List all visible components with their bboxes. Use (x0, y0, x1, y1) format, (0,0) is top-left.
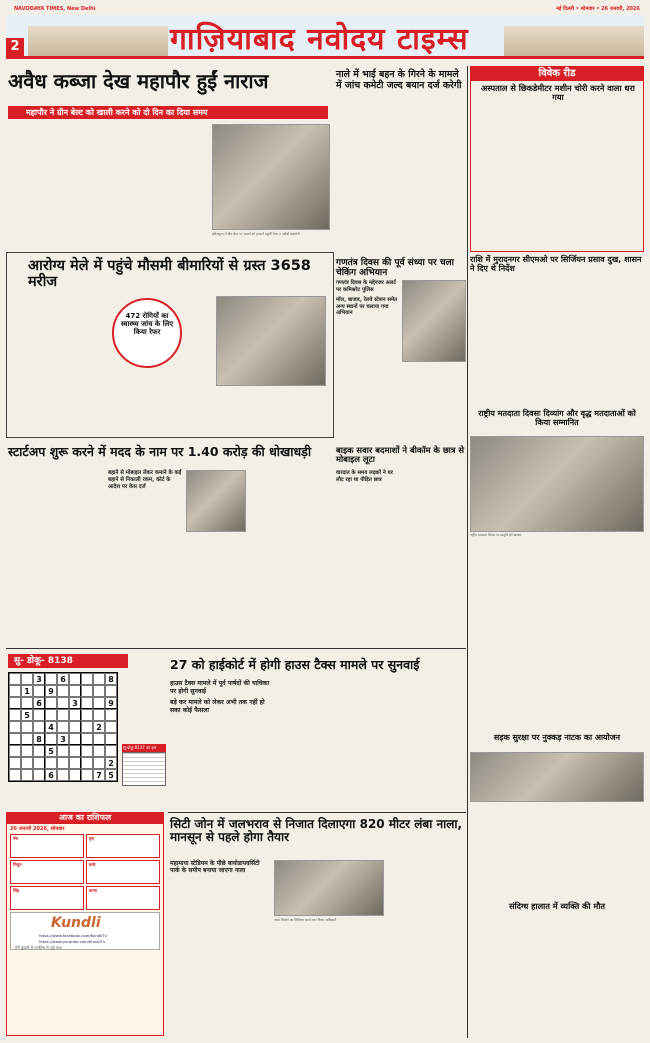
sudoku-cell (33, 745, 45, 757)
story2-body-text (336, 102, 464, 252)
sudoku-cell (81, 673, 93, 685)
sudoku-cell (81, 685, 93, 697)
column-rule (467, 66, 468, 1038)
gantantra-headline: गणतंत्र दिवस की पूर्व संध्या पर चला चेकिंग अभियान (336, 258, 454, 279)
sudoku-cell (57, 685, 69, 697)
sudoku-grid (8, 672, 118, 782)
death-body-text (470, 918, 644, 1036)
voter-caption: राष्ट्रीय मतदाता दिवस पर प्रस्तुति देते छात्राएं (470, 533, 522, 537)
horoscope-title: आज का राशिफल (6, 812, 164, 824)
horoscope-sign-name: वृष (89, 836, 94, 841)
sudoku-cell (9, 757, 21, 769)
sudoku-cell (33, 709, 45, 721)
sudoku-cell (33, 769, 45, 781)
horoscope-sign-card (10, 886, 84, 910)
sudoku-cell (21, 721, 33, 733)
sudoku-cell (69, 709, 81, 721)
sudoku-cell (69, 721, 81, 733)
sudoku-cell (45, 733, 57, 745)
horoscope-sign-name: मिथुन (13, 862, 22, 867)
horoscope-sign-name: सिंह (13, 888, 20, 893)
brand-title: गाज़ियाबाद नवोदय टाइम्स (170, 22, 469, 57)
house-tax-body-1 (170, 734, 274, 808)
house-tax-point-2: बड़े कर मामले को लेकर अभी तक नहीं हो सका कोई फैसला (170, 699, 265, 714)
sudoku-cell: 3 (33, 673, 45, 685)
sudoku-cell (81, 709, 93, 721)
horoscope-lower-text (10, 952, 160, 1032)
sudoku-instructions (122, 672, 166, 742)
page-number: 2 (6, 38, 24, 56)
sudoku-cell (57, 697, 69, 709)
column-rule (6, 648, 466, 649)
house-tax-point-1: हाउस टैक्स मामले में पूर्व पार्षदों की याचिका पर होगी सुनवाई (170, 680, 270, 695)
sudoku-cell (93, 757, 105, 769)
gantantra-point-2: मॉल, बाजार, रेलवे स्टेशन समेत अन्य स्थानों पर चलाया गया अभियान (336, 297, 398, 317)
horoscope-date: 26 जनवरी 2026, सोमवार (10, 826, 65, 832)
skyline-right-image (504, 26, 644, 56)
sudoku-cell (93, 709, 105, 721)
horoscope-sign-card (86, 860, 160, 884)
sudoku-cell (105, 685, 117, 697)
sudoku-cell (57, 709, 69, 721)
sudoku-cell (45, 673, 57, 685)
lead-photo (212, 124, 330, 230)
aarogya-callout-text: 472 रोगियों का स्वास्थ्य जांच के लिए किया रेफर (120, 312, 174, 336)
drain-point-1: महामाया स्टेडियम के पीछे बायोडायवर्सिटी पार्क के समीप बनाया जाएगा नाला (170, 860, 260, 875)
safety-headline: सड़क सुरक्षा पर नुक्कड़ नाटक का आयोजन (493, 733, 621, 742)
sudoku-title: सु- डोकू- 8138 (8, 654, 128, 668)
drain-children-headline: नाले में भाई बहन के गिरने के मामले में जांच कमेटी जल्द बयान दर्ज करेगी (336, 69, 462, 91)
drain-body-1 (170, 898, 270, 1036)
startup-point-1: बहाने से मोबाइल लेकर कमाने के कई बहाने से निकाली रकम, कोर्ट के आदेश पर केस दर्ज (108, 470, 182, 490)
sudoku-cell (9, 733, 21, 745)
sudoku-cell (93, 673, 105, 685)
sudoku-cell (21, 697, 33, 709)
sudoku-cell (45, 757, 57, 769)
sudoku-cell: 5 (105, 769, 117, 781)
sudoku-cell (57, 769, 69, 781)
lead-headline: अवैध कब्जा देख महापौर हुईं नाराज (8, 69, 269, 93)
aarogya-body-left (12, 296, 108, 432)
house-tax-points (170, 680, 274, 714)
house-tax-body-3 (372, 680, 466, 808)
kundli-promo (10, 912, 160, 950)
aarogya-body-right (216, 390, 326, 432)
sudoku-cell (33, 685, 45, 697)
sudoku-cell (69, 673, 81, 685)
sudoku-cell (69, 769, 81, 781)
sudoku-cell (81, 697, 93, 709)
sudoku-cell: 6 (45, 769, 57, 781)
sudoku-answer-grid (122, 752, 166, 786)
sudoku-cell (57, 721, 69, 733)
sudoku-cell (21, 769, 33, 781)
startup-headline: स्टार्टअप शुरू करने में मदद के नाम पर 1.40 करोड़ की धोखाधड़ी (8, 444, 312, 459)
date-tag: नई दिल्ली • सोमवार • 26 जनवरी, 2026 (556, 6, 640, 12)
startup-body-right (186, 536, 330, 646)
sudoku-cell (93, 745, 105, 757)
aarogya-body-mid (112, 372, 212, 432)
sudoku-cell: 4 (45, 721, 57, 733)
skyline-left-image (28, 26, 168, 56)
sudoku-cell (57, 757, 69, 769)
sudoku-cell: 5 (21, 709, 33, 721)
sudoku-cell: 9 (105, 697, 117, 709)
house-tax-headline: 27 को हाईकोर्ट में होगी हाउस टैक्स मामले पर सुनवाई (170, 657, 420, 672)
sudoku-cell (9, 769, 21, 781)
startup-body-left (8, 466, 104, 646)
lead-body-text (8, 124, 208, 244)
sudoku-cell (93, 685, 105, 697)
sudoku-cell (93, 733, 105, 745)
sudoku-cell: 2 (105, 757, 117, 769)
sudoku-cell (69, 733, 81, 745)
sudoku-cell (9, 709, 21, 721)
bike-points (336, 470, 398, 484)
sudoku-cell (81, 733, 93, 745)
lead-subhead: महापौर ने ग्रीन बेल्ट को खाली करने को दो दिन का दिया समय (8, 106, 328, 119)
sudoku-cell (81, 769, 93, 781)
top-info-line (6, 6, 644, 13)
sudoku-cell (93, 697, 105, 709)
sudoku-cell: 6 (33, 697, 45, 709)
sudoku-cell (81, 757, 93, 769)
gantantra-body-text (336, 366, 466, 442)
voter-headline: राष्ट्रीय मतदाता दिवसः दिव्यांग और वृद्ध मतदाताओं को किया सम्मानित (478, 409, 636, 427)
startup-body-mid (108, 528, 182, 646)
sudoku-cell: 8 (33, 733, 45, 745)
horoscope-sign-card (10, 860, 84, 884)
house-tax-body-2 (278, 680, 368, 808)
sudoku-cell (21, 733, 33, 745)
sudoku-cell: 3 (57, 733, 69, 745)
left-tag: NAVODAYA TIMES, New Delhi (14, 6, 96, 12)
bike-headline: बाइक सवार बदमाशों ने बीकॉम के छात्र से मोबाइल लूटा (336, 445, 465, 465)
sudoku-answer-label: सु-डोकू 8137 का हल (122, 744, 166, 752)
horoscope-sign-name: कर्क (89, 862, 96, 867)
aarogya-photo (216, 296, 326, 386)
sudoku-cell (81, 745, 93, 757)
sudoku-cell: 7 (93, 769, 105, 781)
drain-headline: सिटी जोन में जलभराव से निजात दिलाएगा 820 मीटर लंबा नाला, मानसून से पहले होगा तैयार (170, 817, 463, 845)
sudoku-cell (33, 757, 45, 769)
safety-body-text (470, 806, 644, 898)
drain-caption: नाला निर्माण का निरीक्षण करते नगर निगम अधिकारी (274, 918, 337, 922)
bike-body-text (336, 520, 466, 646)
sudoku-cell (9, 673, 21, 685)
sudoku-cell (21, 757, 33, 769)
kundli-logo: Kundli (51, 915, 101, 931)
sudoku-cell (45, 697, 57, 709)
aarogya-headline: आरोग्य मेले में पहुंचे मौसमी बीमारियों से ग्रस्त 3658 मरीज (28, 258, 311, 291)
sudoku-cell (9, 685, 21, 697)
horoscope-sign-card (10, 834, 84, 858)
gantantra-point-1: गणतंत्र दिवस के मद्देनजर अलर्ट पर कमिश्नरेट पुलिस (336, 280, 396, 293)
sudoku-cell (9, 745, 21, 757)
sudoku-cell (9, 697, 21, 709)
sudoku-cell (45, 709, 57, 721)
startup-points (108, 470, 182, 491)
startup-photo (186, 470, 246, 532)
vivek-body-text (476, 108, 640, 246)
sudoku-cell: 6 (57, 673, 69, 685)
horoscope-sign-card (86, 834, 160, 858)
sudoku-cell (81, 721, 93, 733)
sudoku-cell (33, 721, 45, 733)
sudoku-cell (105, 721, 117, 733)
horoscope-sign-name: मेष (13, 836, 18, 841)
kundli-tagline: मेरी कुंडली में ज्योतिष से जुड़े तथ्य (15, 945, 62, 950)
sudoku-cell (105, 733, 117, 745)
vivek-label: विवेक रीड (470, 66, 644, 81)
bike-point-1: वारदात के समय लड़कों ने घर लौट रहा था पीड़ित छात्र (336, 470, 393, 483)
sudoku-cell: 3 (69, 697, 81, 709)
drain-points (170, 860, 270, 875)
sudoku-cell (21, 745, 33, 757)
kundli-url-2[interactable]: https://www.youtube.com/KundliTv (39, 939, 106, 944)
aarogya-callout (112, 298, 182, 368)
sudoku-cell (21, 673, 33, 685)
sudoku-cell (69, 757, 81, 769)
vivek-headline: अस्पताल से छिकडेमीटर मशीन चोरी करने वाला धरा गया (481, 83, 635, 103)
sudoku-cell: 8 (105, 673, 117, 685)
sir-body-text (470, 280, 644, 406)
drain-body-3 (388, 860, 466, 1036)
drain-photo (274, 860, 384, 916)
gantantra-photo (402, 280, 466, 362)
horoscope-signs (10, 834, 162, 910)
horoscope-sign-card (86, 886, 160, 910)
sudoku-cell (57, 745, 69, 757)
sudoku-cell (69, 685, 81, 697)
lead-caption: इंदिरापुरम में ग्रीन बेल्ट पर कब्जों को हटवाने पहुंचीं मेयर व पार्षदों सहयोगी (212, 232, 300, 236)
death-headline: संदिग्ध हालात में व्यक्ति की मौत (508, 901, 606, 911)
drain-body-2 (274, 928, 384, 1036)
gantantra-points (336, 280, 398, 317)
safety-photo (470, 752, 644, 802)
voter-body-text (470, 540, 644, 730)
horoscope-sign-name: कन्या (89, 888, 97, 893)
sudoku-cell (9, 721, 21, 733)
sudoku-cell (69, 745, 81, 757)
sudoku-cell: 5 (45, 745, 57, 757)
sudoku-cell: 1 (21, 685, 33, 697)
sudoku-cell: 9 (45, 685, 57, 697)
kundli-url-1[interactable]: https://www.facebook.com/KundliTv (39, 933, 107, 938)
sir-headline: राशि में मुरादनगर सीएमओ पर सिर्जियन प्रसाव दुख, शासन ने दिए थे निर्देश (470, 255, 642, 273)
sudoku-cell (105, 745, 117, 757)
sudoku-cell (105, 709, 117, 721)
column-rule (168, 812, 466, 813)
sudoku-cell: 2 (93, 721, 105, 733)
voter-photo (470, 436, 644, 532)
